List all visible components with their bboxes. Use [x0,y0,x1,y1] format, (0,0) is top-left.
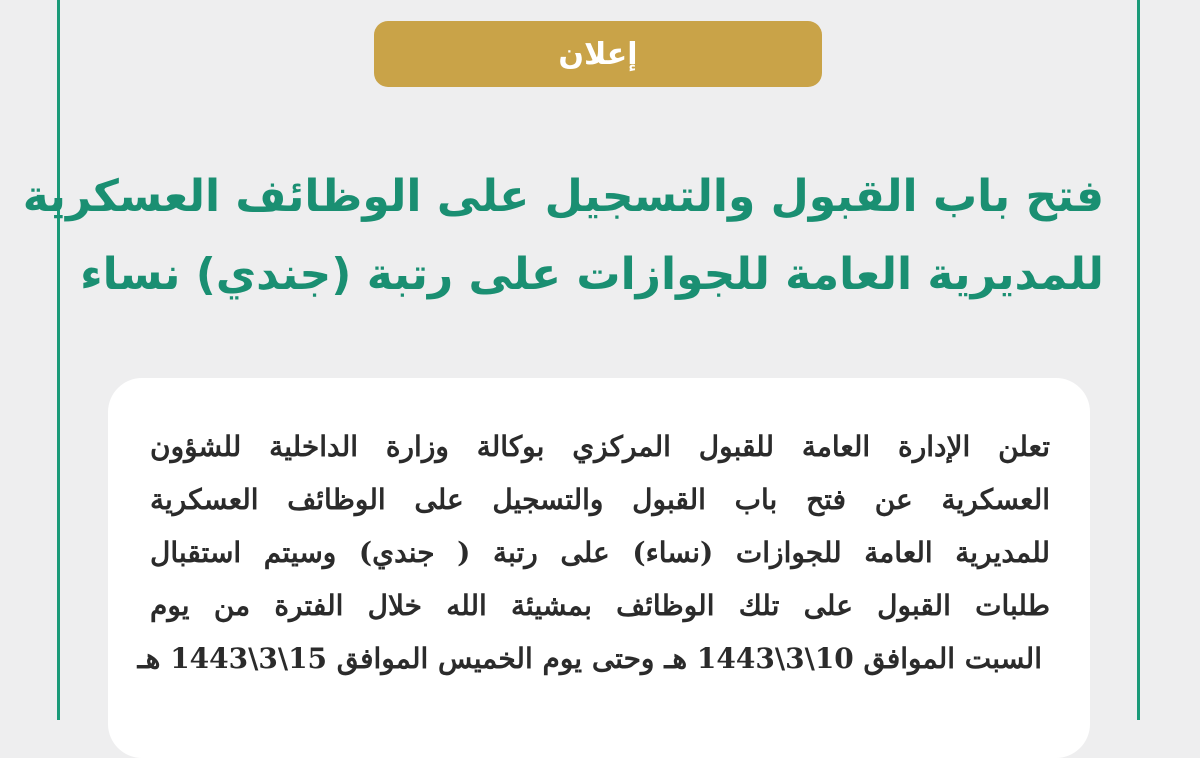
body-line-5: السبت الموافق 10\3\1443 هـ وحتى يوم الخميس الموافق 15\3\1443 هـ [137,642,1042,675]
headline-line-2: للمديرية العامة للجوازات على رتبة (جندي) نساء [80,249,1104,300]
headline [22,158,1104,314]
body-line-4: طلبات القبول على تلك الوظائف بمشيئة الله خلال الفترة من يوم [150,589,1050,622]
announcement-badge [374,21,822,87]
right-border-line [1137,0,1140,720]
headline-line-1: فتح باب القبول والتسجيل على الوظائف العسكرية [22,171,1104,222]
announcement-label: إعلان [558,36,638,72]
body-line-1: تعلن الإدارة العامة للقبول المركزي بوكالة وزارة الداخلية للشؤون [150,430,1050,463]
left-border-line [57,0,60,720]
announcement-body [137,420,1050,685]
body-line-3: للمديرية العامة للجوازات (نساء) على رتبة ( جندي) وسيتم استقبال [150,536,1050,569]
body-line-2: العسكرية عن فتح باب القبول والتسجيل على الوظائف العسكرية [150,483,1050,516]
